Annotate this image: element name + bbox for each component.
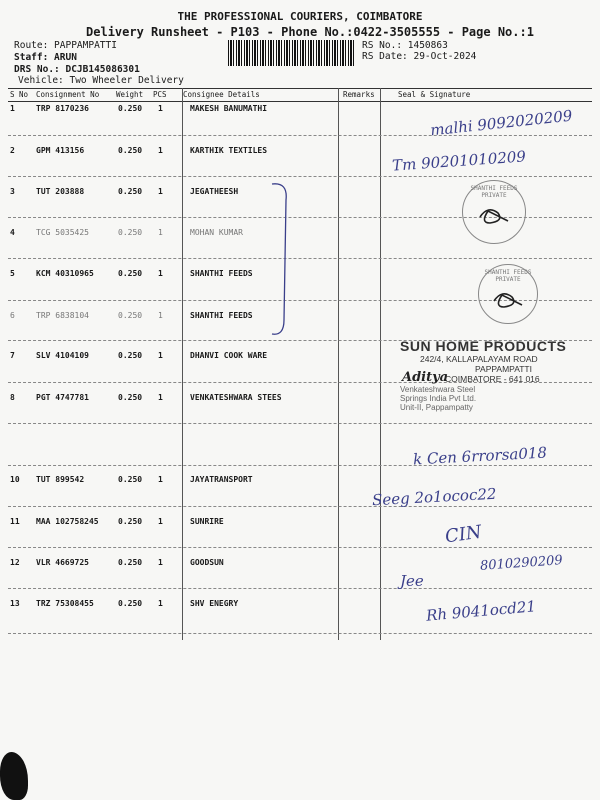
stamp-venkat-2: Springs India Pvt Ltd. <box>400 394 477 403</box>
row-consignee: JAYATRANSPORT <box>190 475 253 484</box>
stamp-venkat-3: Unit-II, Pappampatty <box>400 403 473 412</box>
row-consignment: TCG 5035425 <box>36 228 89 237</box>
signature-row12-b: 8010290209 <box>479 553 564 574</box>
row-sno: 3 <box>10 187 15 196</box>
row-consignee: KARTHIK TEXTILES <box>190 146 268 155</box>
row-consignment: VLR 4669725 <box>36 558 89 567</box>
row-sno: 5 <box>10 269 15 278</box>
row-pcs: 1 <box>158 269 163 278</box>
signature-mark <box>488 287 528 311</box>
col-weight: Weight <box>116 90 144 99</box>
row-weight: 0.250 <box>118 393 143 402</box>
row-weight: 0.250 <box>118 311 143 320</box>
stamp-text: SHANTHI FEEDS PRIVATE <box>484 269 532 283</box>
row-pcs: 1 <box>158 558 163 567</box>
signature-row13-a: Jee <box>400 572 424 590</box>
row-pcs: 1 <box>158 146 163 155</box>
row-consignment: TUT 203888 <box>36 187 85 196</box>
signature-row11: Seeg 2o1ococ22 <box>371 484 497 510</box>
stamp-address-3: COIMBATORE - 641 016 <box>445 374 540 384</box>
column-divider <box>182 88 183 640</box>
row-sno: 2 <box>10 146 15 155</box>
row-divider <box>8 506 592 507</box>
stamp-address-1: 242/4, KALLAPALAYAM ROAD <box>420 354 538 364</box>
col-pcs: PCS <box>153 90 167 99</box>
row-consignment: TRP 8170236 <box>36 104 89 113</box>
col-remarks: Remarks <box>343 90 375 99</box>
row-pcs: 1 <box>158 475 163 484</box>
staff-label: Staff: ARUN <box>14 52 77 63</box>
row-divider <box>8 176 592 177</box>
row-consignment: TUT 899542 <box>36 475 85 484</box>
row-consignee: GOODSUN <box>190 558 224 567</box>
row-pcs: 1 <box>158 104 163 113</box>
row-sno: 6 <box>10 311 15 320</box>
row-sno: 13 <box>10 599 20 608</box>
vehicle-label: Vehicle: Two Wheeler Delivery <box>18 75 184 86</box>
col-sno: S No <box>10 90 29 99</box>
aditya-signature: Aditya <box>402 370 449 385</box>
row-consignee: SHANTHI FEEDS <box>190 269 253 278</box>
row-pcs: 1 <box>158 517 163 526</box>
row-consignee: SHV ENEGRY <box>190 599 239 608</box>
stamp-title: SUN HOME PRODUCTS <box>400 338 567 354</box>
rs-date: RS Date: 29-Oct-2024 <box>362 51 477 62</box>
barcode <box>228 40 356 66</box>
signature-row2: Tm 90201010209 <box>391 147 527 175</box>
col-consignee: Consignee Details <box>183 90 260 99</box>
row-divider <box>8 135 592 136</box>
row-sno: 7 <box>10 351 15 360</box>
company-stamp <box>478 264 538 324</box>
row-sno: 8 <box>10 393 15 402</box>
row-weight: 0.250 <box>118 228 143 237</box>
stamp-text: SHANTHI FEEDS PRIVATE <box>470 185 518 199</box>
row-sno: 4 <box>10 228 15 237</box>
row-consignee: DHANVI COOK WARE <box>190 351 268 360</box>
column-divider <box>380 88 381 640</box>
stamp-venkat-1: Venkateshwara Steel <box>400 385 476 394</box>
row-divider <box>8 465 592 466</box>
row-consignment: SLV 4104109 <box>36 351 89 360</box>
row-sno: 11 <box>10 517 20 526</box>
row-weight: 0.250 <box>118 558 143 567</box>
row-pcs: 1 <box>158 187 163 196</box>
row-consignment: TRZ 75308455 <box>36 599 94 608</box>
table-header <box>8 88 592 102</box>
runsheet-title: Delivery Runsheet - P103 - Phone No.:0422-3505555 - Page No.:1 <box>86 25 534 39</box>
row-consignee: SUNRIRE <box>190 517 224 526</box>
signature-row12-a: CIN <box>443 521 483 548</box>
row-weight: 0.250 <box>118 517 143 526</box>
row-consignee: MOHAN KUMAR <box>190 228 243 237</box>
row-weight: 0.250 <box>118 269 143 278</box>
row-consignee: SHANTHI FEEDS <box>190 311 253 320</box>
row-divider <box>8 258 592 259</box>
row-divider <box>8 423 592 424</box>
row-consignee: JEGATHEESH <box>190 187 239 196</box>
row-weight: 0.250 <box>118 351 143 360</box>
company-stamp <box>462 180 526 244</box>
row-pcs: 1 <box>158 228 163 237</box>
row-divider <box>8 633 592 634</box>
row-divider <box>8 547 592 548</box>
row-consignment: PGT 4747781 <box>36 393 89 402</box>
signature-row13-b: Rh 9041ocd21 <box>425 597 537 625</box>
col-consignment: Consignment No <box>36 90 100 99</box>
row-pcs: 1 <box>158 351 163 360</box>
row-sno: 1 <box>10 104 15 113</box>
row-consignment: TRP 6838104 <box>36 311 89 320</box>
row-consignment: GPM 413156 <box>36 146 85 155</box>
route-label: Route: PAPPAMPATTI <box>14 40 117 51</box>
row-sno: 12 <box>10 558 20 567</box>
row-weight: 0.250 <box>118 475 143 484</box>
row-pcs: 1 <box>158 393 163 402</box>
row-consignee: MAKESH BANUMATHI <box>190 104 268 113</box>
row-divider <box>8 588 592 589</box>
col-seal: Seal & Signature <box>398 90 471 99</box>
signature-row10: k Cen 6rrorsa018 <box>412 443 548 469</box>
signature-mark <box>474 203 514 227</box>
row-weight: 0.250 <box>118 599 143 608</box>
signature-row1: malhi 9092020209 <box>429 106 574 140</box>
stamp-address-2: PAPPAMPATTI <box>475 364 532 374</box>
row-weight: 0.250 <box>118 146 143 155</box>
row-weight: 0.250 <box>118 187 143 196</box>
row-sno: 10 <box>10 475 20 484</box>
row-consignment: KCM 40310965 <box>36 269 94 278</box>
row-consignee: VENKATESHWARA STEES <box>190 393 282 402</box>
row-pcs: 1 <box>158 311 163 320</box>
row-consignment: MAA 102758245 <box>36 517 99 526</box>
row-weight: 0.250 <box>118 104 143 113</box>
scan-blot <box>0 752 28 800</box>
column-divider <box>338 88 339 640</box>
handwritten-bracket <box>270 180 300 340</box>
rs-number: RS No.: 1450863 <box>362 40 448 51</box>
company-title: THE PROFESSIONAL COURIERS, COIMBATORE <box>177 10 423 23</box>
row-pcs: 1 <box>158 599 163 608</box>
drs-number: DRS No.: DCJB145086301 <box>14 64 140 75</box>
